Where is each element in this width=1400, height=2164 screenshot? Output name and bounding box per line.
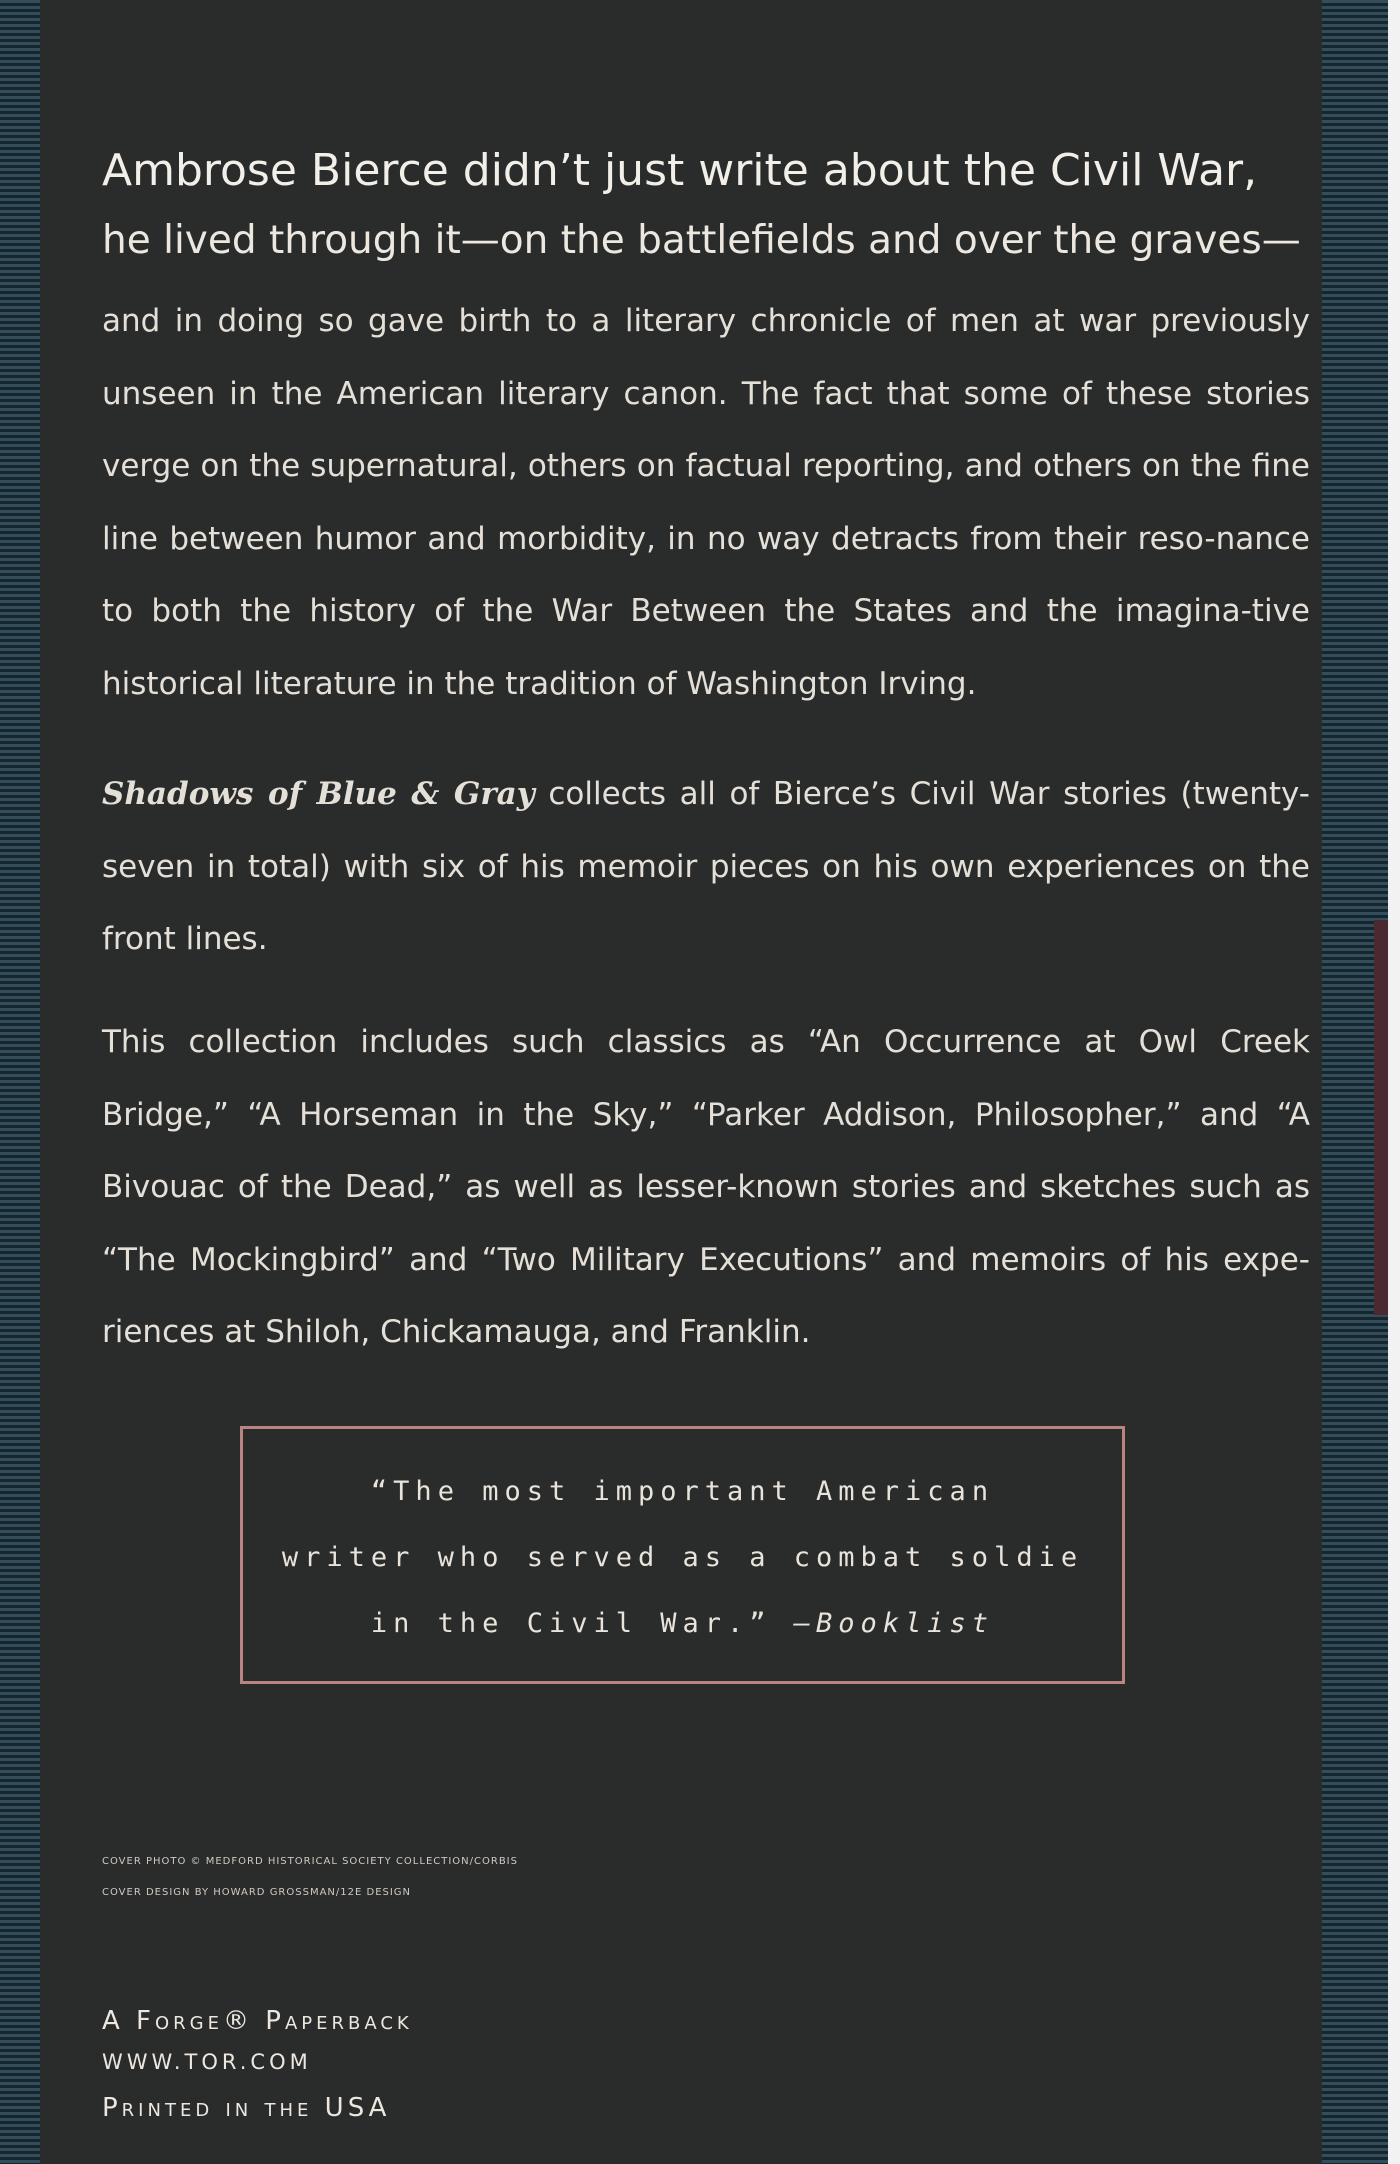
printed-in: Printed in the USA: [102, 2093, 391, 2123]
back-cover-panel: [40, 0, 1322, 2164]
left-striped-border: [0, 0, 40, 2164]
publisher-imprint: A Forge® Paperback: [102, 2006, 413, 2036]
publisher-url: WWW.TOR.COM: [102, 2050, 312, 2074]
quote-line-3-text: in the Civil War.”: [370, 1608, 794, 1639]
collection-paragraph: [102, 758, 1310, 976]
classics-paragraph: This collection includes such classics as “An Occurrence at Owl Creek Bridge,” “A Horseman in the Sky,” “Parker Addison, Philosopher,” and “A Bivouac of the Dead,” as well as lesser-known stories and sketches such as “The Mockingbird” and “Two Military Executions” and memoirs of his expe-riences at Shiloh, Chickamauga, and Franklin.: [102, 1024, 1310, 1350]
right-striped-border: [1322, 0, 1388, 2164]
cover-photo-credit: COVER PHOTO © MEDFORD HISTORICAL SOCIETY COLLECTION/CORBIS: [102, 1856, 518, 1867]
spine-accent: [1374, 920, 1388, 1315]
review-quote-box: [240, 1426, 1125, 1684]
intro-headline: Ambrose Bierce didn’t just write about the Civil War,: [102, 145, 1258, 196]
quote-line-1: “The most important American: [370, 1476, 995, 1507]
quote-line-2: writer who served as a combat soldie: [281, 1542, 1084, 1573]
book-title: Shadows of Blue & Gray: [102, 776, 535, 812]
intro-subheadline: he lived through it—on the battlefields and over the graves—: [102, 218, 1301, 263]
quote-source: —Booklist: [793, 1608, 995, 1639]
intro-paragraph: and in doing so gave birth to a literary chronicle of men at war previously unseen in the American literary canon. The fact that some of these stories verge on the supernatural, others on factual reporting, and others on the fine line between humor and morbidity, in no way detracts from their reso-nance to both the history of the War Between the States and the imagina-tive historical literature in the tradition of Washington Irving.: [102, 303, 1310, 702]
collection-text: collects all of Bierce’s Civil War stories (twenty-seven in total) with six of his memoir pieces on his own experiences on the front lines.: [102, 776, 1310, 957]
quote-line-3: [243, 1591, 1122, 1657]
page-edge: [1388, 0, 1400, 2164]
cover-design-credit: COVER DESIGN BY HOWARD GROSSMAN/12E DESIGN: [102, 1887, 412, 1898]
